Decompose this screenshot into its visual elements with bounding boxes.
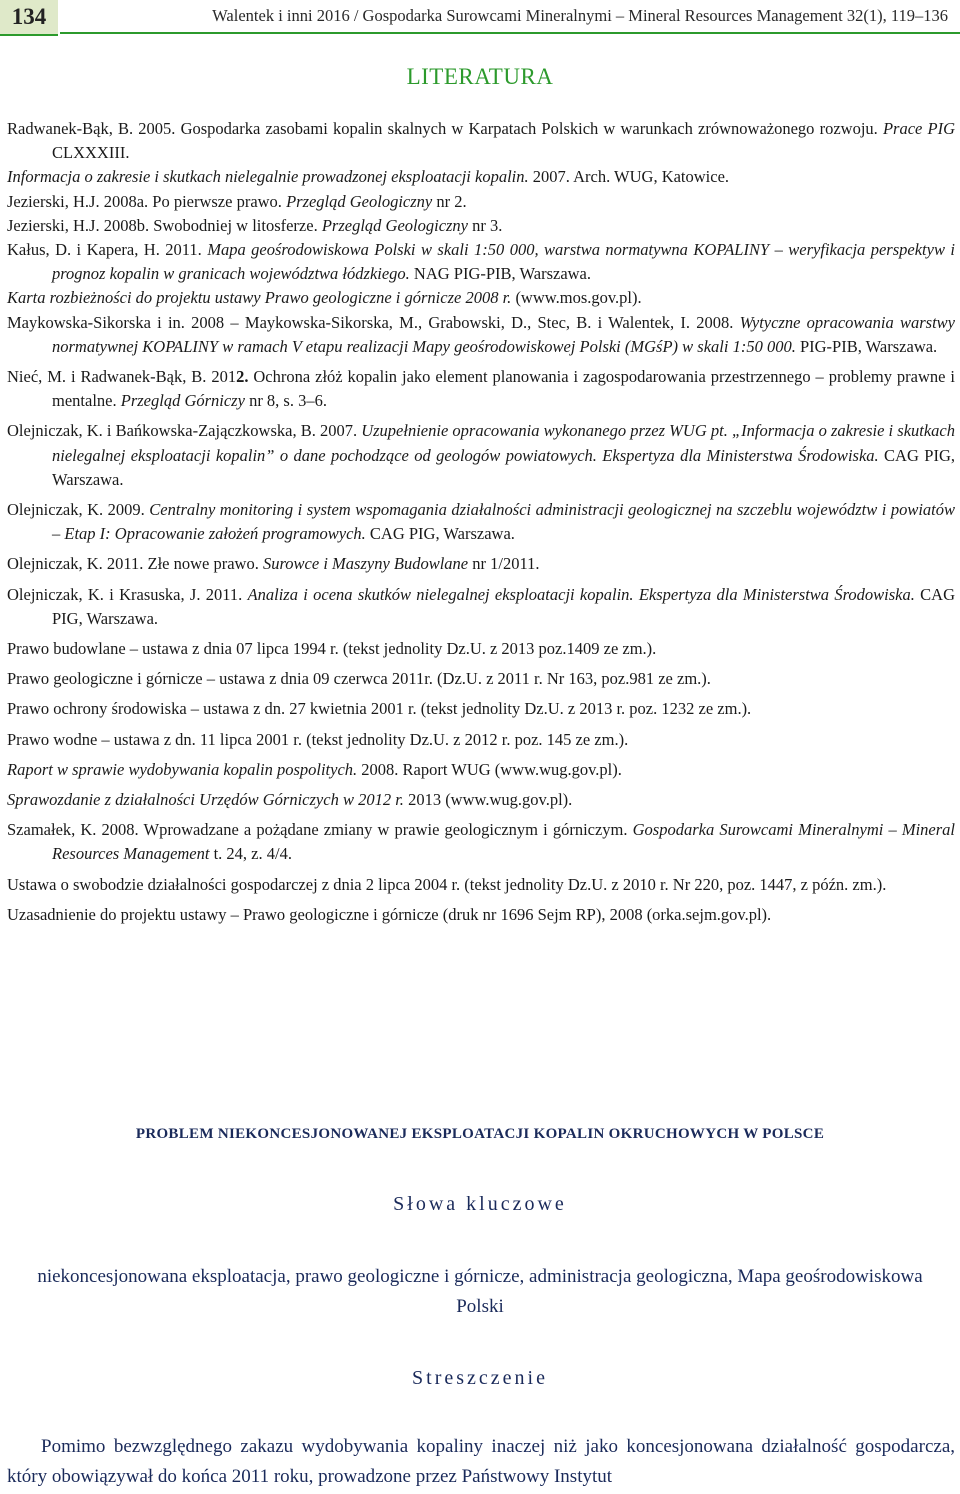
reference-segment: Wytyczne opracowania warstwy normatywnej KOPALINY w ramach V etapu realizacji Mapy geośrodowiskowej Polski (MGśP) w skali 1:50 000. — [52, 312, 956, 356]
reference-item — [7, 788, 955, 812]
reference-segment: Prace PIG — [882, 119, 956, 138]
reference-segment: Szamałek, K. 2008. Wprowadzane a pożądane zmiany w prawie geologicznym i górniczym. — [7, 820, 633, 840]
reference-segment: CLXXXIII. — [52, 143, 130, 163]
reference-segment: Mapa geośrodowiskowa Polski w skali 1:50 000, warstwa normatywna KOPALINY – weryfikacja perspektyw i prognoz kopalin w granicach województwa łódzkiego. — [52, 240, 955, 284]
reference-segment: CAG PIG, Warszawa. — [365, 524, 515, 544]
reference-item — [7, 165, 955, 189]
reference-segment: Prawo wodne – ustawa z dn. 11 lipca 2001 r. (tekst jednolity Dz.U. z 2012 r. poz. 145 ze zm.). — [7, 729, 629, 749]
reference-segment: Centralny monitoring i system wspomagania działalności administracji geologicznej na szczeblu województw i powiatów – Etap I: Opracowanie założeń programowych. — [52, 500, 955, 544]
reference-list — [7, 117, 955, 927]
reference-segment: Ochrona złóż kopalin jako element planowania i zagospodarowania przestrzennego – problemy prawne i mentalne. — [52, 367, 955, 411]
reference-segment: Prawo budowlane – ustawa z dnia 07 lipca 1994 r. (tekst jednolity Dz.U. z 2013 poz.1409 ze zm.). — [7, 639, 657, 659]
reference-segment: Przegląd Geologiczny — [286, 191, 433, 211]
reference-segment: nr 1/2011. — [468, 554, 540, 574]
reference-segment: Gospodarka Surowcami Mineralnymi – Mineral Resources Management — [52, 820, 955, 864]
reference-segment: Prawo ochrony środowiska – ustawa z dn. 27 kwietnia 2001 r. (tekst jednolity Dz.U. z 2013 r. poz. 1232 ze zm.). — [7, 699, 752, 719]
reference-segment: Radwanek-Bąk, B. 2005. Gospodarka zasobami kopalin skalnych w Karpatach Polskich w warunkach zrównoważonego rozwoju. — [7, 119, 883, 138]
reference-segment: Olejniczak, K. i Bańkowska-Zajączkowska, B. 2007. — [7, 421, 362, 441]
reference-item — [7, 498, 955, 546]
reference-segment: NAG PIG-PIB, Warszawa. — [409, 264, 592, 284]
reference-segment: nr 8, s. 3–6. — [244, 391, 327, 411]
reference-segment: Olejniczak, K. i Krasuska, J. 2011. — [7, 584, 248, 604]
reference-segment: Uzasadnienie do projektu ustawy – Prawo geologiczne i górnicze (druk nr 1696 Sejm RP), 2008 (orka.sejm.gov.pl). — [7, 904, 772, 924]
reference-segment: Prawo geologiczne i górnicze – ustawa z dnia 09 czerwca 2011r. (Dz.U. z 2011 r. Nr 163, poz.981 ze zm.). — [7, 669, 711, 689]
reference-item — [7, 238, 955, 286]
reference-item — [7, 286, 955, 310]
reference-segment: CAG PIG, Warszawa. — [52, 445, 955, 489]
page-header — [0, 0, 960, 36]
reference-segment: Uzupełnienie opracowania wykonanego przez WUG pt. „Informacja o zakresie i skutkach nielegalnej eksploatacji kopalin” o dane pochodzące od geologów powiatowych. Ekspertyza dla Ministerstwa Środowiska. — [52, 421, 955, 465]
reference-segment: 2008. Raport WUG (www.wug.gov.pl). — [357, 759, 622, 779]
reference-segment: Analiza i ocena skutków nielegalnej eksploatacji kopalin. Ekspertyza dla Ministerstwa Środowiska. — [247, 584, 915, 604]
abstract-text: Pomimo bezwzględnego zakazu wydobywania kopaliny inaczej niż jako koncesjonowana działalność gospodarcza, który obowiązywał do końca 2011 roku, prowadzone przez Państwowy Instytut — [7, 1436, 955, 1487]
paper-title: PROBLEM NIEKONCESJONOWANEJ EKSPLOATACJI KOPALIN OKRUCHOWYCH W POLSCE — [135, 1126, 825, 1142]
reference-segment: 2013 (www.wug.gov.pl). — [403, 790, 573, 810]
reference-item — [7, 758, 955, 782]
reference-segment: Maykowska-Sikorska i in. 2008 – Maykowska-Sikorska, M., Grabowski, D., Stec, B. i Walentek, I. 2008. — [7, 312, 740, 332]
reference-item — [7, 552, 955, 576]
reference-item — [7, 311, 955, 359]
reference-item — [7, 637, 955, 661]
reference-segment: Nieć, M. i Radwanek-Bąk, B. 201 — [7, 367, 237, 387]
reference-segment: Jezierski, H.J. 2008b. Swobodniej w litosferze. — [7, 215, 322, 235]
keywords-heading: Słowa kluczowe — [393, 1193, 567, 1215]
reference-segment: Przegląd Górniczy — [120, 391, 245, 411]
reference-item — [7, 214, 955, 238]
section-heading: LITERATURA — [406, 64, 554, 89]
reference-item — [7, 190, 955, 214]
reference-segment: Olejniczak, K. 2011. Złe nowe prawo. — [7, 554, 263, 574]
reference-segment: Jezierski, H.J. 2008a. Po pierwsze prawo. — [7, 191, 287, 211]
reference-segment: Karta rozbieżności do projektu ustawy Prawo geologiczne i górnicze 2008 r. — [7, 288, 512, 308]
journal-citation: Walentek i inni 2016 / Gospodarka Surowcami Mineralnymi – Mineral Resources Management 32(1), 119–136 — [212, 6, 948, 25]
reference-segment: Sprawozdanie z działalności Urzędów Górniczych w 2012 r. — [7, 790, 404, 810]
reference-segment: nr 3. — [468, 215, 503, 235]
reference-item — [7, 667, 955, 691]
reference-segment: Surowce i Maszyny Budowlane — [262, 554, 469, 574]
reference-item — [7, 873, 955, 897]
reference-item — [7, 419, 955, 492]
reference-segment: Informacja o zakresie i skutkach nielegalnie prowadzonej eksploatacji kopalin. — [7, 167, 529, 187]
reference-segment: 2. — [236, 367, 249, 387]
reference-segment: Raport w sprawie wydobywania kopalin pospolitych. — [7, 759, 358, 779]
reference-segment: PIG-PIB, Warszawa. — [795, 336, 938, 356]
reference-item — [7, 903, 955, 927]
reference-segment: 2007. Arch. WUG, Katowice. — [528, 167, 730, 187]
reference-segment: CAG PIG, Warszawa. — [52, 584, 956, 628]
running-header — [60, 0, 960, 34]
reference-segment: (www.mos.gov.pl). — [511, 288, 642, 308]
reference-segment: nr 2. — [432, 191, 467, 211]
page-number: 134 — [0, 0, 58, 36]
reference-segment: Olejniczak, K. 2009. — [7, 500, 150, 520]
reference-item — [7, 117, 955, 165]
reference-item — [7, 818, 955, 866]
keywords-text: niekoncesjonowana eksploatacja, prawo geologiczne i górnicze, administracja geologiczna, Mapa geośrodowiskowa Polski — [37, 1266, 923, 1317]
reference-item — [7, 583, 955, 631]
reference-item — [7, 365, 955, 413]
reference-segment: Przegląd Geologiczny — [321, 215, 469, 235]
abstract-heading: Streszczenie — [412, 1367, 548, 1389]
reference-item — [7, 697, 955, 721]
reference-segment: Kałus, D. i Kapera, H. 2011. — [7, 240, 208, 260]
reference-segment: Ustawa o swobodzie działalności gospodarczej z dnia 2 lipca 2004 r. (tekst jednolity Dz.U. z 2010 r. Nr 220, poz. 1447, z późn. zm.). — [7, 874, 887, 894]
reference-segment: t. 24, z. 4/4. — [209, 844, 292, 864]
reference-item — [7, 728, 955, 752]
